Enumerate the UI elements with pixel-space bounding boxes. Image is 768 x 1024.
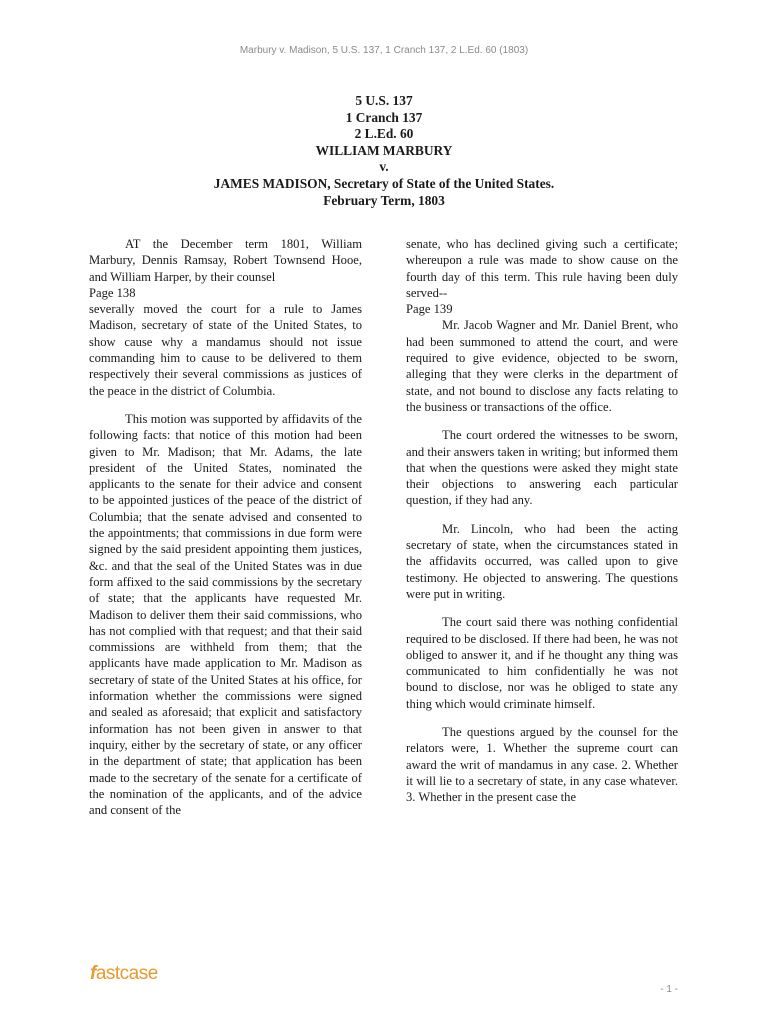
- paragraph: The court ordered the witnesses to be sworn, and their answers taken in writing; but informed them that when the questions were asked they might state their objections to answering each particular question, if they had any.: [406, 428, 678, 508]
- right-column: [406, 236, 678, 806]
- page-number: - 1 -: [660, 984, 678, 995]
- citation-led: 2 L.Ed. 60: [354, 126, 414, 142]
- paragraph: senate, who has declined giving such a certificate; whereupon a rule was made to show cause on the fourth day of this term. This rule having been duly served--: [406, 237, 678, 300]
- paragraph: This motion was supported by affidavits of the following facts: that notice of this motion had been given to Mr. Madison; that Mr. Adams, the late president of the United States, nominated the applicants to the senate for their advice and consent to be appointed justices of the peace of the district of Columbia; that the senate advised and consented to the appointments; that commissions in due form were signed by the said president appointing them justices, &c. and that the seal of the United States was in due form affixed to the said commissions by the secretary of state; that the applicants have requested Mr. Madison to deliver them their said commissions, who has not complied with that request; and that their said commissions are withheld from them; that the applicants have made application to Mr. Madison as secretary of state of the United States at his office, for information whether the commissions were signed and sealed as aforesaid; that explicit and satisfactory information has not been given in answer to that inquiry, either by the secretary of state, or any officer in the department of state; that application has been made to the secretary of the senate for a certificate of the nomination of the applicants, and of the advice and consent of the: [89, 411, 362, 818]
- defendant-name: JAMES MADISON, Secretary of State of the United States.: [213, 175, 555, 191]
- paragraph: AT the December term 1801, William Marbury, Dennis Ramsay, Robert Townsend Hooe, and William Harper, by their counsel: [89, 237, 362, 284]
- citation-us: 5 U.S. 137: [355, 93, 413, 108]
- logo-f: f: [90, 963, 96, 984]
- citation-cranch: 1 Cranch 137: [345, 109, 423, 125]
- logo-text: astcase: [95, 963, 158, 984]
- paragraph: The court said there was nothing confidential required to be disclosed. If there had been, he was not obliged to answer it, and if he thought any thing was communicated to him confidentially he was not bound to disclose, nor was he obliged to state any thing which would criminate himself.: [406, 615, 678, 711]
- paragraph: Mr. Jacob Wagner and Mr. Daniel Brent, who had been summoned to attend the court, and were required to give evidence, objected to be sworn, alleging that they were clerks in the department of state, and not bound to disclose any facts relating to the business or transactions of the office.: [406, 318, 678, 414]
- term-date: February Term, 1803: [323, 192, 445, 208]
- running-header: Marbury v. Madison, 5 U.S. 137, 1 Cranch 137, 2 L.Ed. 60 (1803): [239, 45, 529, 56]
- plaintiff-name: WILLIAM MARBURY: [315, 142, 453, 158]
- fastcase-logo: [90, 963, 158, 985]
- left-column: [89, 236, 362, 818]
- paragraph: The questions argued by the counsel for the relators were, 1. Whether the supreme court can award the writ of mandamus in any case. 2. Whether it will lie to a secretary of state, in any case whatever. 3. Whether in the present case the: [406, 725, 678, 805]
- case-caption: [0, 93, 768, 209]
- page-marker: Page 138: [89, 285, 136, 300]
- page-marker: Page 139: [406, 302, 453, 317]
- paragraph: Mr. Lincoln, who had been the acting secretary of state, when the circumstances stated in the affidavits occurred, was called upon to give testimony. He objected to answering. The questions were put in writing.: [406, 521, 678, 601]
- paragraph: severally moved the court for a rule to James Madison, secretary of state of the United States, to show cause why a mandamus should not issue commanding him to cause to be delivered to them respectively their several commissions as justices of the peace in the district of Columbia.: [89, 302, 362, 398]
- versus: v.: [379, 159, 389, 175]
